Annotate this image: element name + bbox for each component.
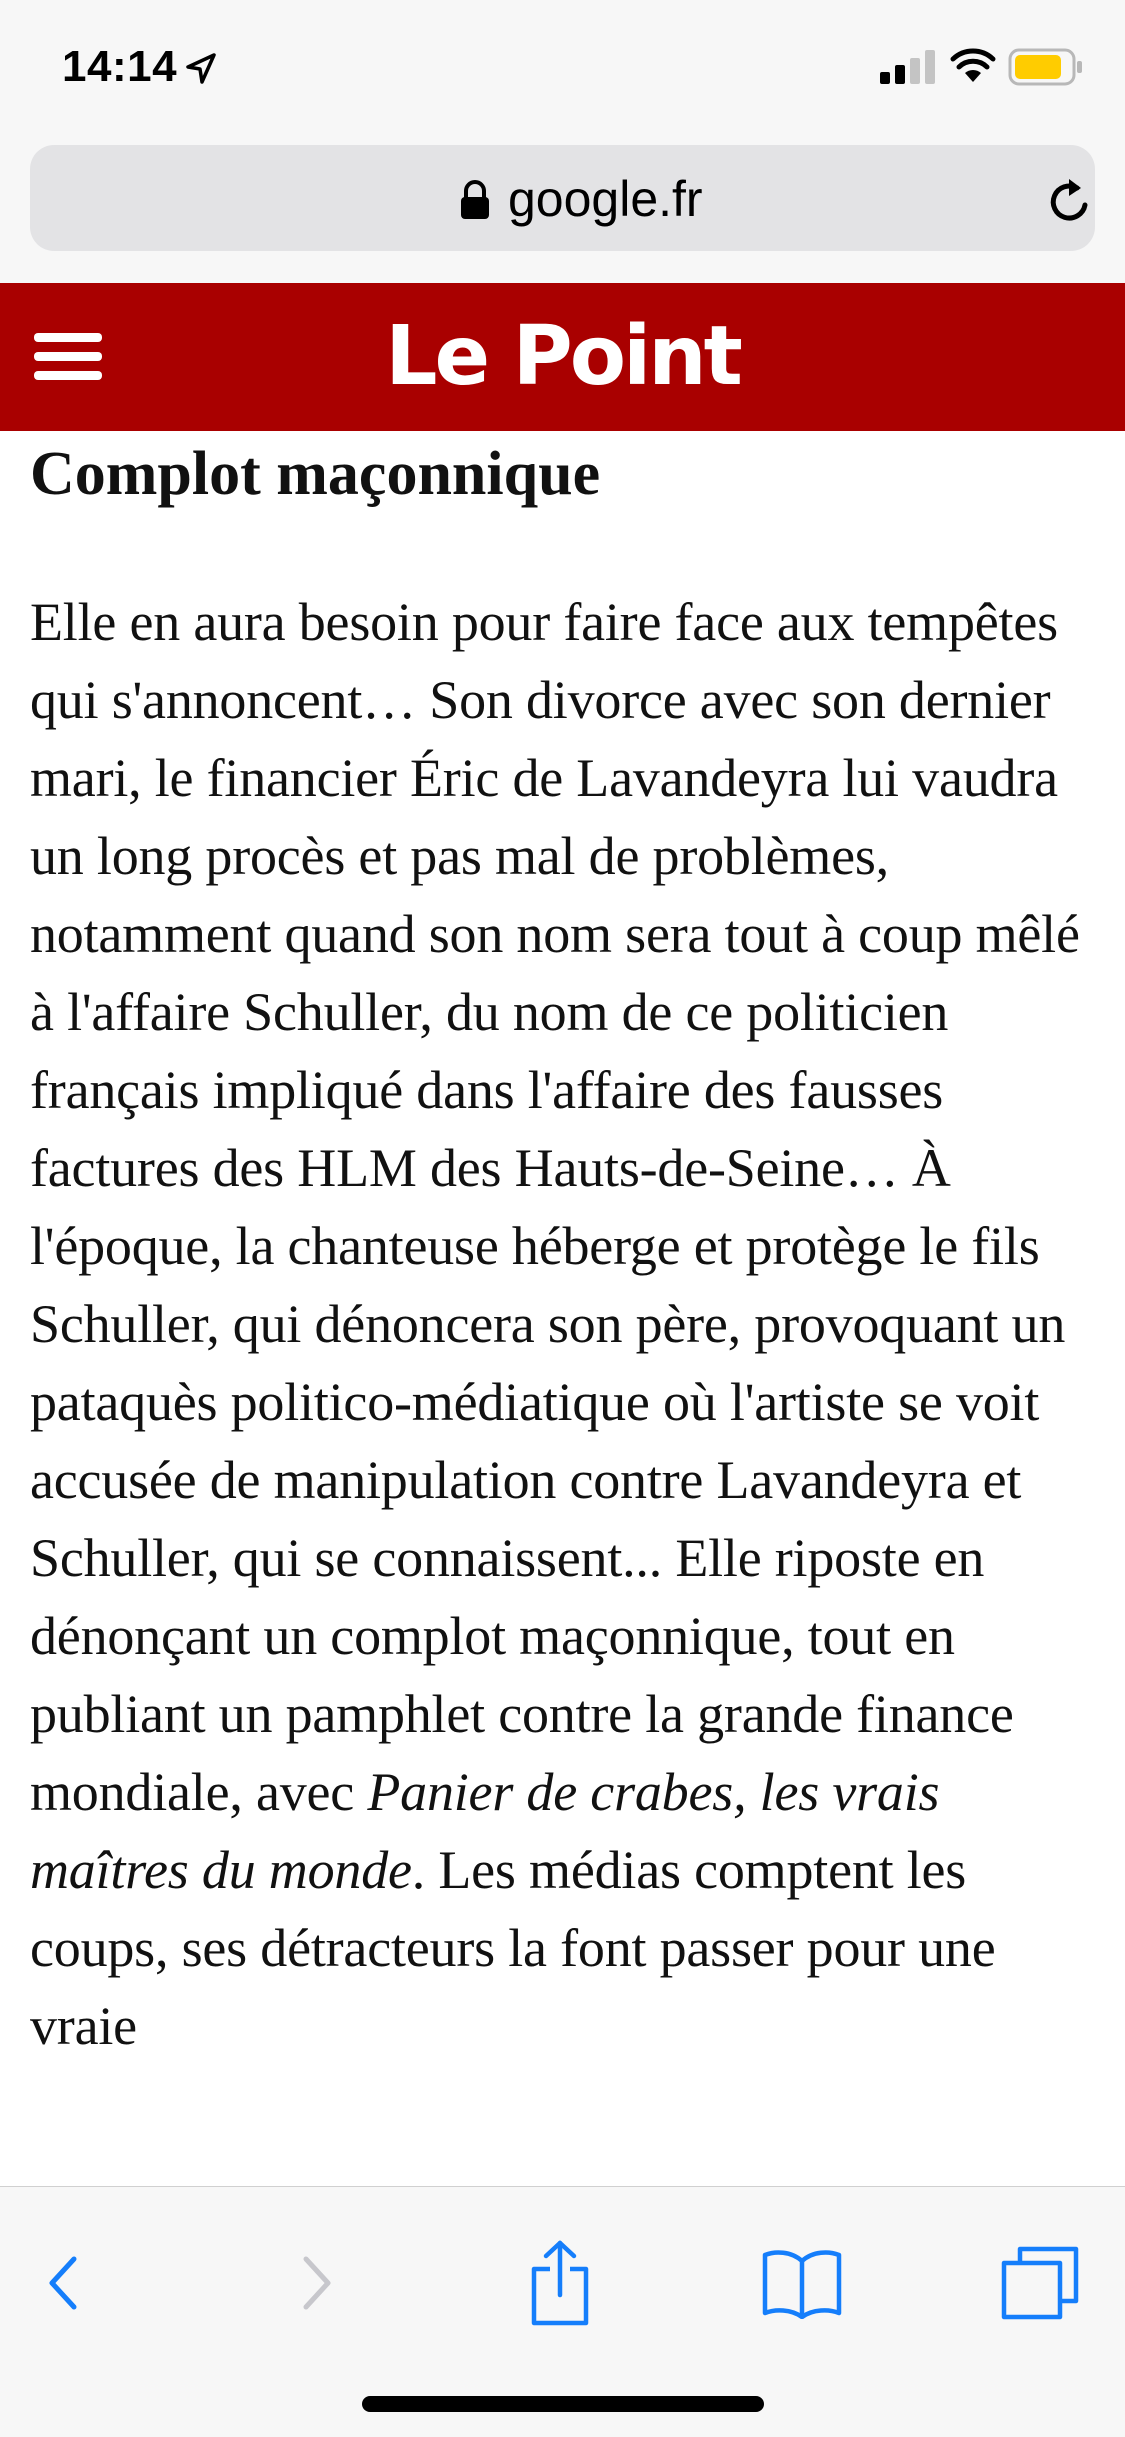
site-header	[0, 283, 1125, 431]
status-bar	[0, 0, 1125, 135]
url-text[interactable]: google.fr	[508, 171, 703, 227]
chevron-left-icon	[44, 2253, 84, 2313]
cellular-signal-icon	[880, 50, 936, 84]
location-arrow-icon	[184, 52, 218, 86]
book-title: Panier de crabes, les vrais maîtres du monde	[30, 1762, 940, 1900]
book-icon	[761, 2247, 843, 2319]
article-heading: Complot maçonnique	[30, 440, 601, 508]
article-paragraph	[30, 583, 1100, 2065]
share-button[interactable]	[510, 2233, 610, 2333]
bookmarks-button[interactable]	[752, 2233, 852, 2333]
chevron-right-icon	[296, 2253, 336, 2313]
browser-address-area	[0, 135, 1125, 283]
battery-icon	[1008, 48, 1084, 86]
lock-icon	[458, 180, 492, 220]
forward-button[interactable]	[266, 2233, 366, 2333]
wifi-icon	[950, 48, 996, 84]
tabs-icon	[1000, 2245, 1080, 2321]
site-logo[interactable]: Le Point	[385, 309, 740, 404]
reload-icon[interactable]	[1045, 175, 1095, 227]
article-content	[30, 431, 1100, 2186]
tabs-button[interactable]	[990, 2233, 1090, 2333]
status-time: 14:14	[62, 42, 178, 91]
home-indicator[interactable]	[362, 2396, 764, 2412]
paragraph-text-end: . Les médias comptent les coups, ses détracteurs la font passer pour une vraie	[30, 1840, 996, 2056]
address-bar[interactable]	[30, 145, 1095, 251]
share-icon	[528, 2239, 592, 2327]
back-button[interactable]	[14, 2233, 114, 2333]
paragraph-text-start: Elle en aura besoin pour faire face aux tempêtes qui s'annoncent… Son divorce avec son dernier mari, le financier Éric de Lavandeyra lui vaudra un long procès et pas mal de problèmes, notamment quand son nom sera tout à coup mêlé à l'affaire Schuller, du nom de ce politicien français impliqué dans l'affaire des fausses factures des HLM des Hauts-de-Seine… À l'époque, la chanteuse héberge et protège le fils Schuller, qui dénoncera son père, provoquant un pataquès politico-médiatique où l'artiste se voit accusée de manipulation contre Lavandeyra et Schuller, qui se connaissent... Elle riposte en dénonçant un complot maçonnique, tout en publiant un pamphlet contre la grande finance mondiale, avec	[30, 592, 1080, 1822]
